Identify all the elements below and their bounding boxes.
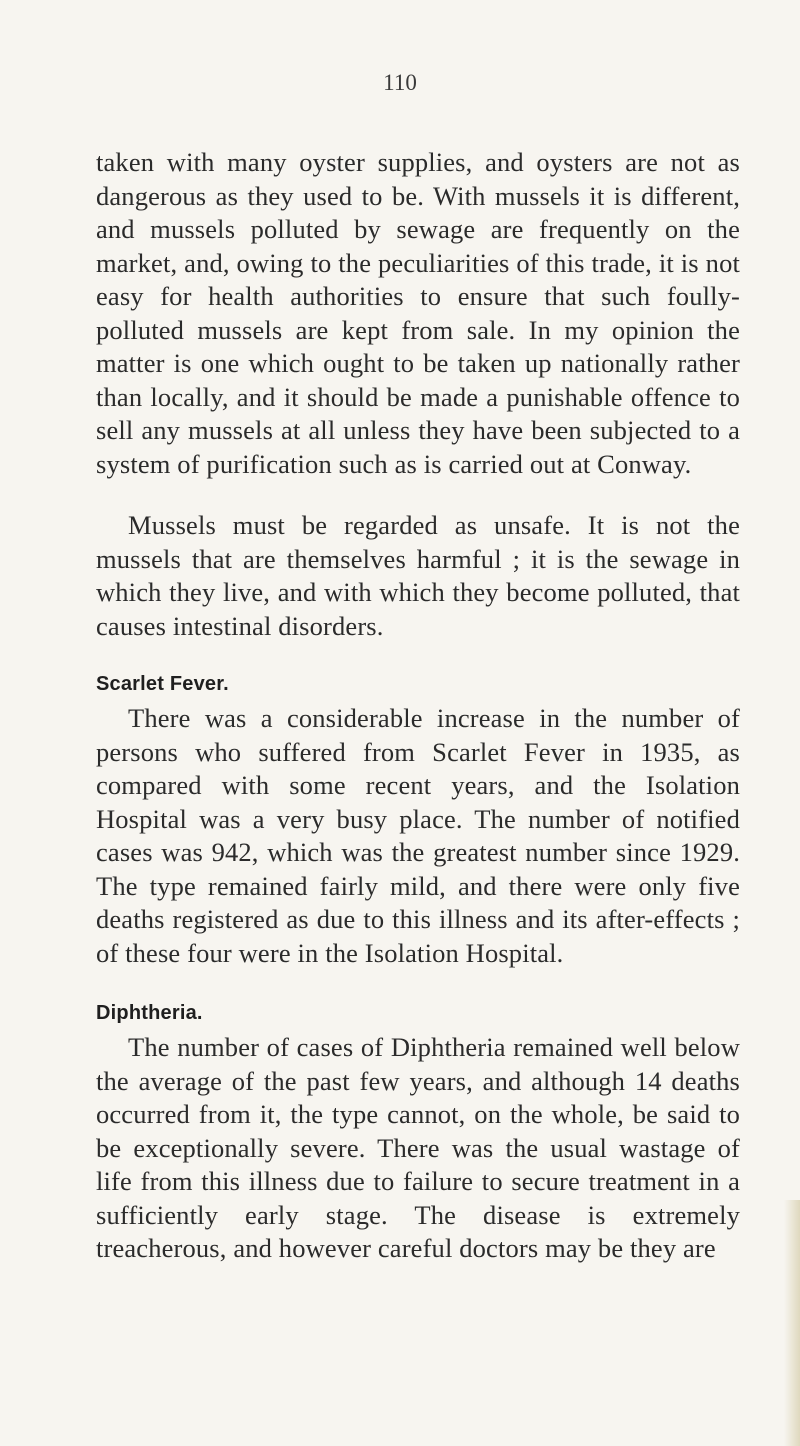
paragraph-diphtheria: The number of cases of Diphtheria remained well below the average of the past few years, and although 14 deaths occurred from it, the type cannot, on the whole, be said to be exceptionally severe. There was the usual wastage of life from this illness due to failure to secure treatment in a sufficiently early stage. The disease is extremely treacherous, and however careful doctors may be they are	[96, 1032, 740, 1263]
heading-diphtheria: Diphtheria.	[96, 1002, 203, 1024]
page-number: 110	[383, 70, 417, 95]
page-body	[96, 146, 740, 1266]
heading-scarlet-fever: Scarlet Fever.	[96, 673, 229, 695]
page-edge-shadow	[784, 1200, 800, 1446]
paragraph-scarlet-fever: There was a considerable increase in the number of persons who suffered from Scarlet Fever in 1935, as compared with some recent years, and the Isolation Hospital was a very busy place. The number of notified cases was 942, which was the greatest number since 1929. The type remained fairly mild, and there were only five deaths registered as due to this illness and its after-effects ; of these four were in the Isolation Hospital.	[96, 703, 740, 968]
paragraph-mussels-continued: taken with many oyster supplies, and oysters are not as dangerous as they used to be. With mussels it is different, and mussels polluted by sewage are frequently on the market, and, owing to the peculiarities of this trade, it is not easy for health authorities to ensure that such foully-polluted mussels are kept from sale. In my opinion the matter is one which ought to be taken up nationally rather than locally, and it should be made a punishable offence to sell any mussels at all unless they have been subjected to a system of purification such as is carried out at Conway.	[96, 147, 740, 479]
paragraph-mussels-unsafe: Mussels must be regarded as unsafe. It is not the mussels that are themselves harmful ; it is the sewage in which they live, and with which they become polluted, that causes intestinal disorders.	[96, 510, 740, 641]
